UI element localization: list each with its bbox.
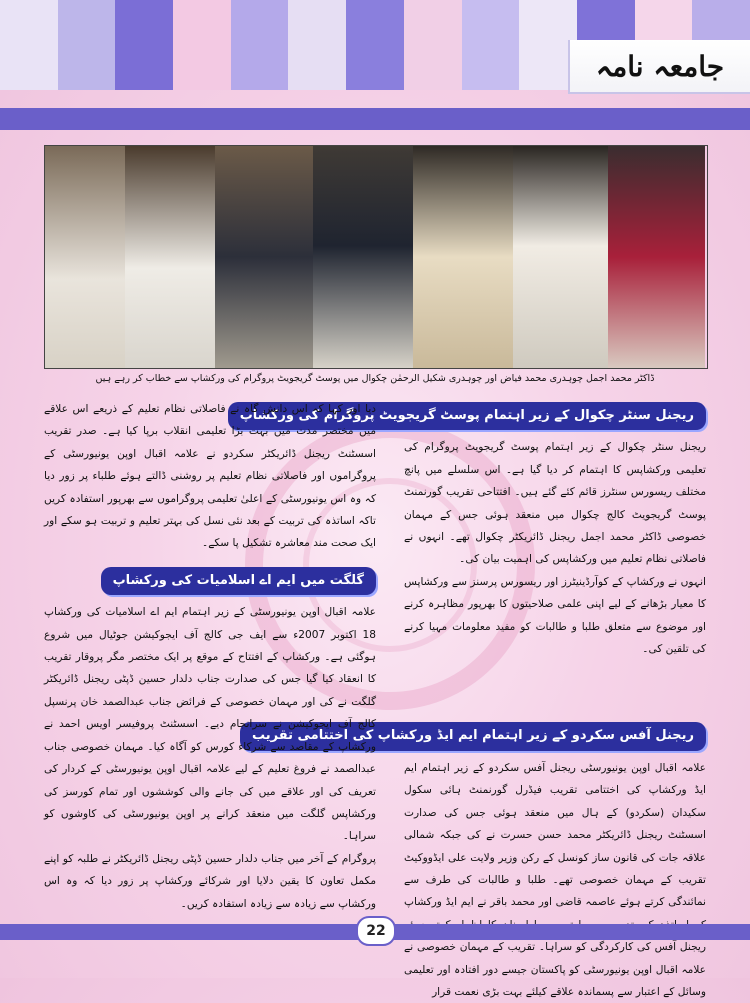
article-heading-chakwal: ریجنل سنٹر چکوال کے زیر اہتمام پوسٹ گریجویٹ پروگرام کی ورکشاپ xyxy=(228,402,706,430)
header-stripe xyxy=(346,0,404,90)
magazine-title: جامعہ نامہ xyxy=(568,40,750,94)
page-number: 22 xyxy=(356,916,396,946)
article-heading-gilgit: گلگت میں ایم اے اسلامیات کی ورکشاپ xyxy=(101,567,376,595)
photo-caption: ڈاکٹر محمد اجمل چوہدری محمد فیاض اور چوہدری شکیل الرحمٰن چکوال میں پوسٹ گریجویٹ پروگرام کی ورکشاپ سے خطاب کر رہے ہیں xyxy=(95,373,655,384)
header-stripe xyxy=(404,0,462,90)
article-paragraph: ریجنل سنٹر چکوال کے زیر اہتمام پوسٹ گریجویٹ پروگرام کی تعلیمی ورکشاپس کا اہتمام کر دیا گیا ہے۔ اس سلسلے میں پانچ مختلف ریسورس سنٹرز قائم کئے گئے ہیں۔ افتتاحی تقریب گورنمنٹ پوسٹ گریجویٹ کالج چکوال میں منعقد ہوئی جس کے مہمان خصوصی ڈاکٹر محمد اجمل ریجنل ڈائریکٹر چکوال تھے۔ انہوں نے فاصلاتی نظام تعلیم میں ورکشاپس کی اہمیت بیان کی۔ xyxy=(404,441,706,566)
header-stripe xyxy=(58,0,116,90)
left-column xyxy=(44,398,376,915)
header-stripe xyxy=(288,0,346,90)
article-paragraph: پروگرام کے آخر میں جناب دلدار حسین ڈپٹی ریجنل ڈائریکٹر نے طلبہ کو اپنے مکمل تعاون کا یقین دلایا اور شرکائے ورکشاپ پر زور دیا کہ وہ اس ورکشاپ سے زیادہ سے زیادہ استفادہ کریں۔ xyxy=(44,852,376,910)
article-paragraph: دیا اور کہا کہ اس دانش گاہ نے فاصلاتی نظام تعلیم کے ذریعے اس علاقے میں مختصر مدت میں بہت بڑا تعلیمی انقلاب برپا کیا ہے۔ صدر تقریب اسسٹنٹ ریجنل ڈائریکٹر سکردو نے علامہ اقبال اوپن یونیورسٹی کے پروگراموں اور فاصلاتی نظام تعلیم پر روشنی ڈالتے ہوئے طلباء پر زور دیا کہ وہ اس یونیورسٹی کے اعلیٰ تعلیمی پروگراموں سے بھرپور استفادہ کریں تاکہ اساتذہ کی تربیت کے بعد نئی نسل کی بہتر تعلیم و تربیت ہو سکے اور ایک صحت مند معاشرہ تشکیل پا سکے۔ xyxy=(44,403,376,550)
article-paragraph: علامہ اقبال اوپن یونیورسٹی ریجنل آفس سکردو کے زیر اہتمام ایم ایڈ ورکشاپ کی اختتامی تقریب فیڈرل گورنمنٹ ہائی سکول سکیدان (سکردو) کے ہال میں منعقد ہوئی جس کی صدارت اسسٹنٹ ریجنل ڈائریکٹر محمد حسن حسرت نے کی جبکہ شمالی علاقہ جات کی قانون ساز کونسل کے رکن وزیر ولایت علی ایڈووکیٹ تقریب کے مہمان خصوصی تھے۔ طلبا و طالبات کی طرف سے نمائندگی کرتے ہوئے عاصمہ قاضی اور محمد باقر نے ایم ایڈ ورکشاپ ریجنل آفس کی کارکردگی کو سراہا۔ تقریب کے مہمان خصوصی نے علامہ اقبال اوپن یونیورسٹی کو پاکستان جیسے دور افتادہ اور تعلیمی وسائل کے اعتبار سے پسماندہ علاقے کیلئے بہت بڑی نعمت قرار xyxy=(404,761,706,998)
article-paragraph: انہوں نے ورکشاپ کے کوآرڈینیٹرز اور ریسورس پرسنز سے ورکشاپس کا معیار بڑھانے کے لیے اپنی علمی صلاحیتوں کا بھرپور مظاہرہ کرنے اور موضوع سے متعلق طلبا و طالبات کو مفید معلومات مہیا کرنے کی تلقین کی۔ xyxy=(404,575,706,656)
header-stripe xyxy=(462,0,520,90)
header-stripe xyxy=(173,0,231,90)
event-photo xyxy=(44,145,708,369)
top-band xyxy=(0,108,750,130)
article-paragraph: علامہ اقبال اوپن یونیورسٹی کے زیر اہتمام ایم اے اسلامیات کی ورکشاپ 18 اکتوبر 2007ء سے ایف جی کالج آف ایجوکیشن جوٹیال میں شروع ہوگئی ہے۔ ورکشاپ کے افتتاح کے موقع پر ایک مختصر مگر پروقار تقریب کا انعقاد کیا گیا جس کی صدارت جناب دلدار حسین ڈپٹی ریجنل ڈائریکٹر گلگت نے کی اور مہمان خصوصی کے فرائض جناب عبدالصمد خان پرنسپل کالج آف ایجوکیشن نے سرانجام دیے۔ اسسٹنٹ پروفیسر اویس احمد نے ورکشاپ کے مقاصد سے شرکاء کورس کو آگاہ کیا۔ مہمان خصوصی جناب عبدالصمد نے فروغ تعلیم کے لیے علامہ اقبال اوپن یونیورسٹی کے کردار کی تعریف کی اور علاقے میں کی جانے والی کوششوں اور تمام کورسز کی ورکشاپس گلگت میں منعقد کرانے پر اوپن یونیورسٹی کی کاوشوں کو سراہا۔ xyxy=(44,606,377,843)
article-heading-skardu: ریجنل آفس سکردو کے زیر اہتمام ایم ایڈ ورکشاپ کی اختتامی تقریب xyxy=(240,722,706,750)
header-stripe xyxy=(115,0,173,90)
header-stripe xyxy=(231,0,289,90)
header-stripe xyxy=(0,0,58,90)
